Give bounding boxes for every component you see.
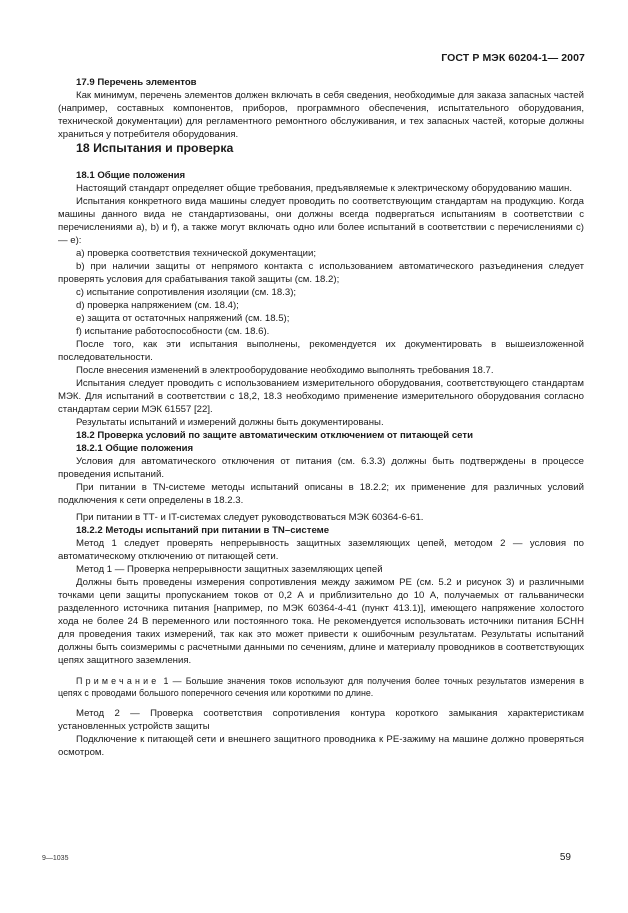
paragraph: После того, как эти испытания выполнены, рекомендуется их документировать в вышеизложенной последовательности.	[58, 339, 584, 363]
paragraph: После внесения изменений в электрооборудование необходимо выполнять требования 18.7.	[76, 365, 494, 376]
paragraph-17-9: Как минимум, перечень элементов должен включать в себя сведения, необходимые для заказа запасных частей (например, составных компонентов, приборов, программного обеспечения, испытательного оборудования, технической документации) для регламентного ремонтного обслуживания, и тех запасных частей, которые должны храниться у потребителя оборудования.	[58, 90, 584, 140]
list-item: e) защита от остаточных напряжений (см. 18.5);	[76, 313, 290, 324]
paragraph: При питании в TN-системе методы испытаний описаны в 18.2.2; их применение для различных условий подключения к сети определены в 18.2.3.	[58, 482, 584, 506]
note-1	[58, 675, 584, 699]
heading-18-2-2: 18.2.2 Методы испытаний при питании в TN–системе	[76, 525, 330, 536]
method-1-title: Метод 1 — Проверка непрерывности защитных заземляющих цепей	[76, 564, 383, 575]
note-label: Примечание	[76, 676, 160, 686]
heading-17-9: 17.9 Перечень элементов	[76, 77, 197, 88]
paragraph: Метод 1 следует проверять непрерывность защитных заземляющих цепей, методом 2 — условия по автоматическому отключению от питающей сети.	[58, 538, 584, 562]
paragraph: Условия для автоматического отключения от питания (см. 6.3.3) должны быть подтверждены в процессе проведения испытаний.	[58, 456, 584, 480]
paragraph: Результаты испытаний и измерений должны быть документированы.	[76, 417, 384, 428]
paragraph: Подключение к питающей сети и внешнего защитного проводника к РЕ-зажиму на машине должно проверяться осмотром.	[58, 734, 584, 759]
heading-18-2: 18.2 Проверка условий по защите автоматическим отключением от питающей сети	[76, 430, 473, 441]
list-item: d) проверка напряжением (см. 18.4);	[76, 300, 239, 311]
list-item: b) при наличии защиты от непрямого контакта с использованием автоматического разъединения следует проверять условия для срабатывания такой защиты (см. 18.2);	[58, 261, 584, 285]
heading-18-2-1: 18.2.1 Общие положения	[76, 443, 194, 454]
footer-signature-mark: 9—1035	[42, 855, 69, 862]
list-item: a) проверка соответствия технической документации;	[76, 248, 317, 259]
heading-18-1: 18.1 Общие положения	[76, 170, 186, 181]
paragraph: Испытания следует проводить с использованием измерительного оборудования, соответствующего стандартам МЭК. Для испытаний в соответствии с 18,2, 18.3 необходимо применение измерительного оборудования согласно стандартам серии МЭК 61557 [22].	[58, 378, 584, 415]
paragraph: Настоящий стандарт определяет общие требования, предъявляемые к электрическому оборудованию машин.	[76, 183, 572, 194]
paragraph: При питании в ТТ- и IT-системах следует руководствоваться МЭК 60364-6-61.	[76, 512, 424, 523]
note-text: 1 — Большие значения токов используют для получения более точных результатов измерения в цепях с проводами большого поперечного сечения или короткими по длине.	[58, 676, 584, 699]
section-title-18: 18 Испытания и проверка	[76, 141, 234, 155]
paragraph: Испытания конкретного вида машины следует проводить по соответствующим стандартам на продукцию. Когда машины данного вида не стандартизованы, они должны всегда подвергаться испытаниям в соответствии с перечислениями a), b) и f), а также могут включать одно или более испытаний в соответствии с перечислениями c) — e):	[58, 196, 584, 246]
doc-header-code: ГОСТ Р МЭК 60204-1— 2007	[441, 52, 585, 64]
list-item: c) испытание сопротивления изоляции (см. 18.3);	[76, 287, 297, 298]
page-body	[58, 76, 584, 759]
list-item: f) испытание работоспособности (см. 18.6).	[76, 326, 270, 337]
paragraph: Должны быть проведены измерения сопротивления между зажимом РЕ (см. 5.2 и рисунок 3) и различными точками цепи защиты пропусканием токов от 0,2 А и приблизительно до 10 А, получаемых от гальванически разделенного источника питания [например, по МЭК 60364-4-41 (пункт 413.1)], имеющего напряжение холостого хода не более 24 В переменного или постоянного тока. Не рекомендуется использовать источники питания БСНН для проведения таких измерений, так как это может привести к ошибочным результатам. Результаты испытаний должны быть соизмеримы с расчетными данными по сечениям, длине и материалу проводников в соответствующих цепях защитного заземления.	[58, 577, 584, 666]
method-2-title: Метод 2 — Проверка соответствия сопротивления контура короткого замыкания характеристикам установленных устройств защиты	[58, 708, 584, 733]
page-number: 59	[559, 852, 571, 863]
